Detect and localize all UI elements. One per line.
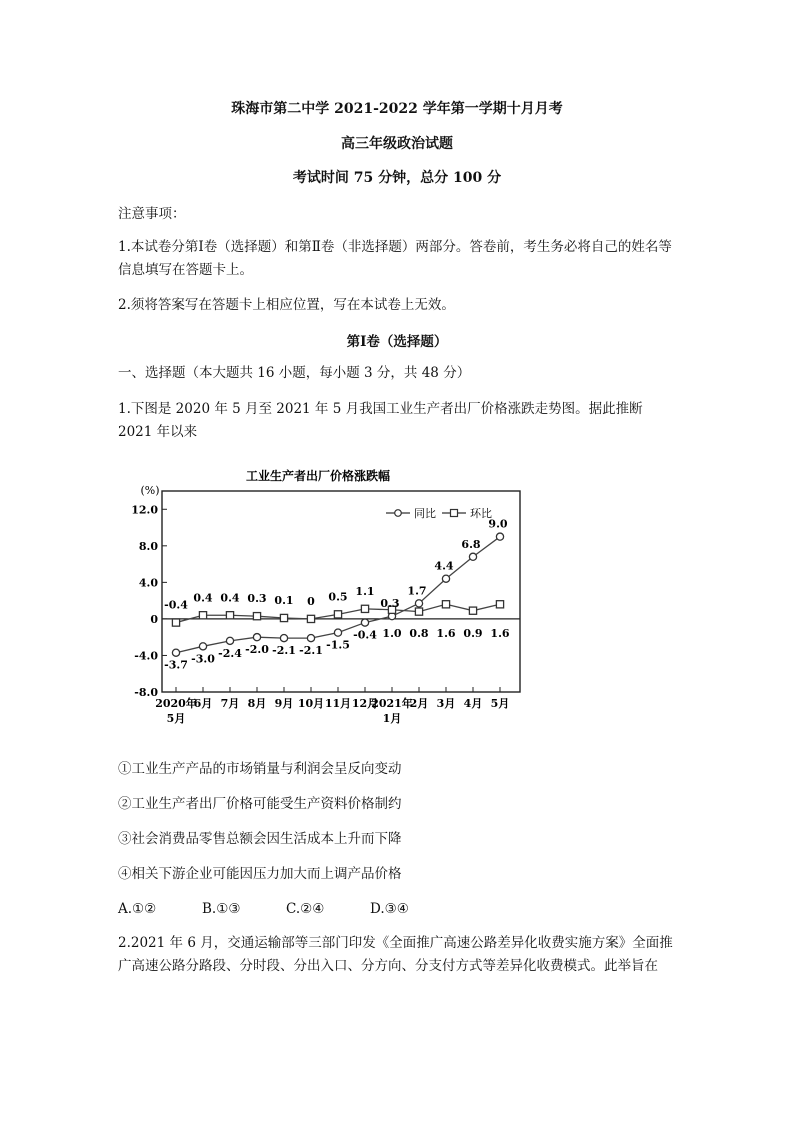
data-label-mom: 0.9 [463, 626, 483, 640]
choice-b[interactable]: B.①③ [202, 901, 241, 917]
q1-option-1: ①工业生产产品的市场销量与利润会呈反向变动 [118, 761, 402, 777]
x-tick-label [155, 696, 197, 725]
data-point-yoy [496, 533, 503, 540]
data-label-mom: 1.0 [382, 626, 402, 640]
data-point-mom [415, 608, 422, 615]
x-tick-label-part: 7月 [220, 697, 240, 710]
x-tick-label-part: 5月 [490, 697, 510, 710]
data-point-mom [253, 613, 260, 620]
q1-option-3: ③社会消费品零售总额会因生活成本上升而下降 [118, 831, 402, 847]
x-tick-label-part: 12月 [351, 697, 379, 710]
exam-subtitle: 高三年级政治试题 [341, 136, 453, 152]
x-tick-label [194, 697, 213, 710]
section-title: 第Ⅰ卷（选择题） [346, 334, 448, 350]
y-tick-label: -8.0 [134, 686, 158, 699]
x-tick-label-part: 8月 [247, 697, 267, 710]
x-tick-label [410, 697, 429, 710]
data-point-yoy [415, 600, 422, 607]
data-label-mom: 1.6 [436, 626, 456, 640]
x-tick-label [221, 697, 240, 710]
data-label-yoy: -2.1 [272, 644, 296, 658]
y-tick-label: 0 [150, 612, 158, 626]
data-point-yoy [361, 619, 368, 626]
data-label-mom: -0.4 [164, 598, 188, 612]
choice-d[interactable]: D.③④ [370, 901, 409, 917]
legend-circle-marker [395, 510, 402, 517]
x-tick-label [491, 697, 510, 710]
data-label-yoy: 0.3 [380, 597, 400, 611]
x-tick-label [325, 697, 351, 710]
data-label-mom: 0.4 [220, 591, 240, 605]
chart-legend [386, 506, 492, 520]
x-tick-label [371, 696, 413, 725]
data-point-yoy [172, 649, 179, 656]
data-point-mom [307, 615, 314, 622]
data-point-yoy [226, 637, 233, 644]
x-tick-label-part: 10月 [297, 697, 325, 710]
data-label-mom: 1.6 [490, 626, 510, 640]
choice-a[interactable]: A.①② [118, 901, 157, 917]
y-tick-label: 4.0 [138, 576, 158, 590]
data-point-mom [469, 607, 476, 614]
data-point-yoy [334, 629, 341, 636]
x-tick-label-part: 6月 [193, 697, 213, 710]
data-point-mom [442, 601, 449, 608]
y-tick-label: 12.0 [131, 503, 158, 517]
section-instruction: 一、选择题（本大题共 16 小题，每小题 3 分，共 48 分） [118, 365, 471, 381]
y-tick-label: -4.0 [134, 649, 158, 663]
data-point-mom [226, 612, 233, 619]
exam-title: 珠海市第二中学 2021-2022 学年第一学期十月月考 [231, 101, 563, 117]
chart-ylabel: (%) [140, 484, 160, 497]
chart-svg [128, 458, 528, 748]
question-1-stem: 1.下图是 2020 年 5 月至 2021 年 5 月我国工业生产者出厂价格涨跌走势图。据此推断 2021 年以来 [118, 401, 643, 440]
legend-square-marker [451, 510, 458, 517]
x-tick-label [464, 697, 483, 710]
x-tick-label-part: 5月 [166, 712, 186, 725]
x-tick-label [248, 697, 267, 710]
price-change-chart [128, 458, 528, 748]
q1-choices [118, 898, 438, 921]
x-tick-label [275, 697, 294, 710]
data-point-mom [172, 619, 179, 626]
x-tick-label-part: 3月 [436, 697, 456, 710]
data-point-yoy [469, 553, 476, 560]
data-point-yoy [253, 634, 260, 641]
q1-option-4: ④相关下游企业可能因压力加大而上调产品价格 [118, 866, 402, 882]
data-point-mom [280, 614, 287, 621]
legend-label-mom: 环比 [470, 507, 492, 520]
x-tick-label [298, 697, 324, 710]
data-label-mom: 0.5 [328, 590, 348, 604]
x-tick-label-part: 2021年 [371, 697, 413, 710]
data-label-yoy: -3.7 [164, 658, 188, 672]
data-point-yoy [280, 634, 287, 641]
data-label-yoy: 6.8 [461, 537, 481, 551]
x-tick-label-part: 4月 [463, 697, 483, 710]
x-tick-label [437, 697, 456, 710]
data-label-mom: 0.3 [247, 592, 267, 606]
x-tick-label-part: 11月 [324, 697, 352, 710]
data-label-yoy: -1.5 [326, 638, 350, 652]
exam-info: 考试时间 75 分钟，总分 100 分 [292, 170, 502, 186]
y-tick-label: 8.0 [138, 539, 158, 553]
data-point-yoy [307, 634, 314, 641]
data-label-yoy: 4.4 [434, 559, 454, 573]
data-point-yoy [442, 575, 449, 582]
data-point-yoy [199, 643, 206, 650]
data-label-mom: 1.1 [355, 584, 375, 598]
data-label-mom: 0.4 [193, 591, 213, 605]
x-tick-label-part: 1月 [382, 712, 402, 725]
x-tick-label-part: 2020年 [155, 697, 197, 710]
chart-title: 工业生产者出厂价格涨跌幅 [245, 469, 391, 483]
data-label-mom: 0.8 [409, 626, 429, 640]
x-tick-label-part: 2月 [409, 697, 429, 710]
data-label-yoy: -2.0 [245, 643, 269, 657]
data-point-mom [496, 601, 503, 608]
notes-item-2: 2.须将答案写在答题卡上相应位置，写在本试卷上无效。 [118, 297, 455, 313]
data-label-yoy: 9.0 [488, 517, 508, 531]
data-label-yoy: -2.1 [299, 644, 323, 658]
data-point-mom [199, 612, 206, 619]
data-label-yoy: -0.4 [353, 628, 377, 642]
question-2-stem: 2.2021 年 6 月，交通运输部等三部门印发《全面推广高速公路差异化收费实施方案》全面推广高速公路分路段、分时段、分出入口、分方向、分支付方式等差异化收费模式。此举旨在 [118, 935, 673, 974]
data-point-mom [361, 605, 368, 612]
x-tick-label-part: 9月 [274, 697, 294, 710]
data-label-mom: 0.1 [274, 593, 294, 607]
notes-item-1: 1.本试卷分第Ⅰ卷（选择题）和第Ⅱ卷（非选择题）两部分。答卷前，考生务必将自己的姓名等信息填写在答题卡上。 [118, 239, 672, 278]
choice-c[interactable]: C.②④ [286, 901, 325, 917]
data-label-mom: 0 [307, 594, 315, 608]
data-point-mom [334, 611, 341, 618]
data-label-yoy: -3.0 [191, 652, 215, 666]
data-label-yoy: -2.4 [218, 646, 242, 660]
legend-label-yoy: 同比 [414, 507, 436, 520]
q1-option-2: ②工业生产者出厂价格可能受生产资料价格制约 [118, 796, 402, 812]
data-label-yoy: 1.7 [407, 584, 427, 598]
notes-heading: 注意事项： [118, 206, 186, 222]
